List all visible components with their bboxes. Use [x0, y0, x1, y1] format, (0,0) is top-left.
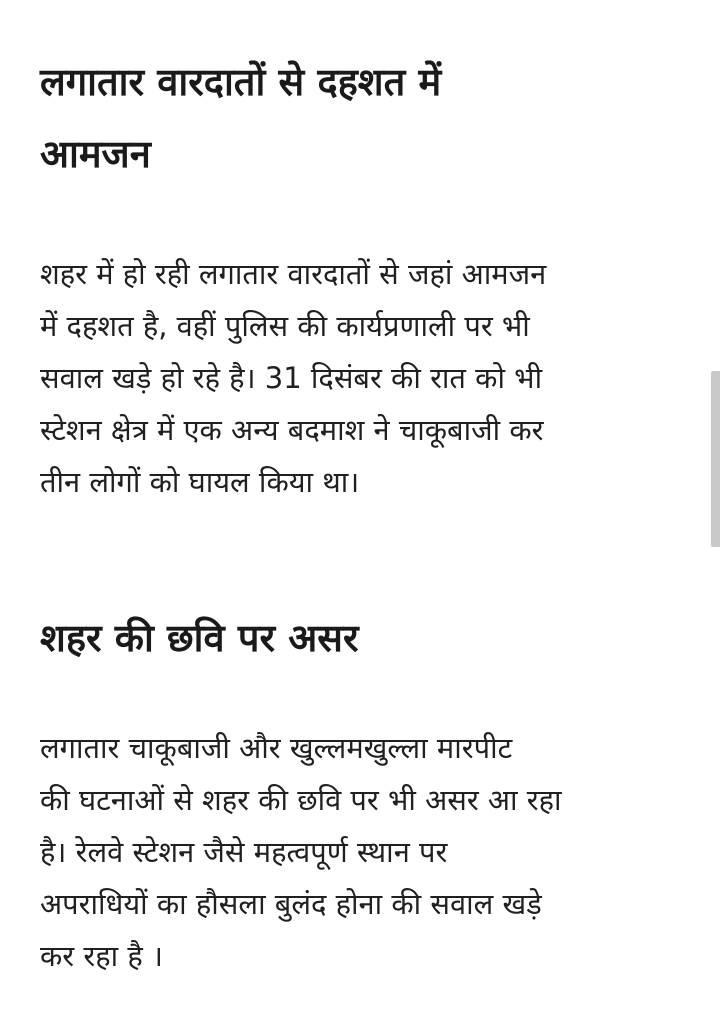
section-paragraph-terror — [40, 248, 546, 508]
scrollbar-thumb[interactable] — [711, 371, 720, 547]
paragraph-line: शहर में हो रही लगातार वारदातों से जहां आमजन — [40, 257, 547, 291]
heading-line: शहर की छवि पर असर — [40, 616, 359, 660]
paragraph-line: है। रेलवे स्टेशन जैसे महत्वपूर्ण स्थान पर — [40, 835, 448, 869]
paragraph-line: की घटनाओं से शहर की छवि पर भी असर आ रहा — [40, 783, 562, 817]
section-heading-city-image — [40, 602, 359, 674]
paragraph-line: तीन लोगों को घायल किया था। — [40, 465, 360, 499]
heading-line: लगातार वारदातों से दहशत में — [40, 60, 442, 104]
paragraph-line: कर रहा है । — [40, 939, 163, 973]
section-paragraph-city-image — [40, 722, 562, 982]
paragraph-line: लगातार चाकूबाजी और खुल्लमखुल्ला मारपीट — [40, 731, 513, 765]
paragraph-line: सवाल खड़े हो रहे है। 31 दिसंबर की रात को भी — [40, 361, 543, 395]
paragraph-line: में दहशत है, वहीं पुलिस की कार्यप्रणाली पर भी — [40, 309, 530, 343]
section-heading-terror — [40, 46, 441, 190]
paragraph-line: स्टेशन क्षेत्र में एक अन्य बदमाश ने चाकूबाजी कर — [40, 413, 544, 447]
paragraph-line: अपराधियों का हौसला बुलंद होना की सवाल खड़े — [40, 887, 542, 921]
heading-line: आमजन — [40, 132, 151, 176]
